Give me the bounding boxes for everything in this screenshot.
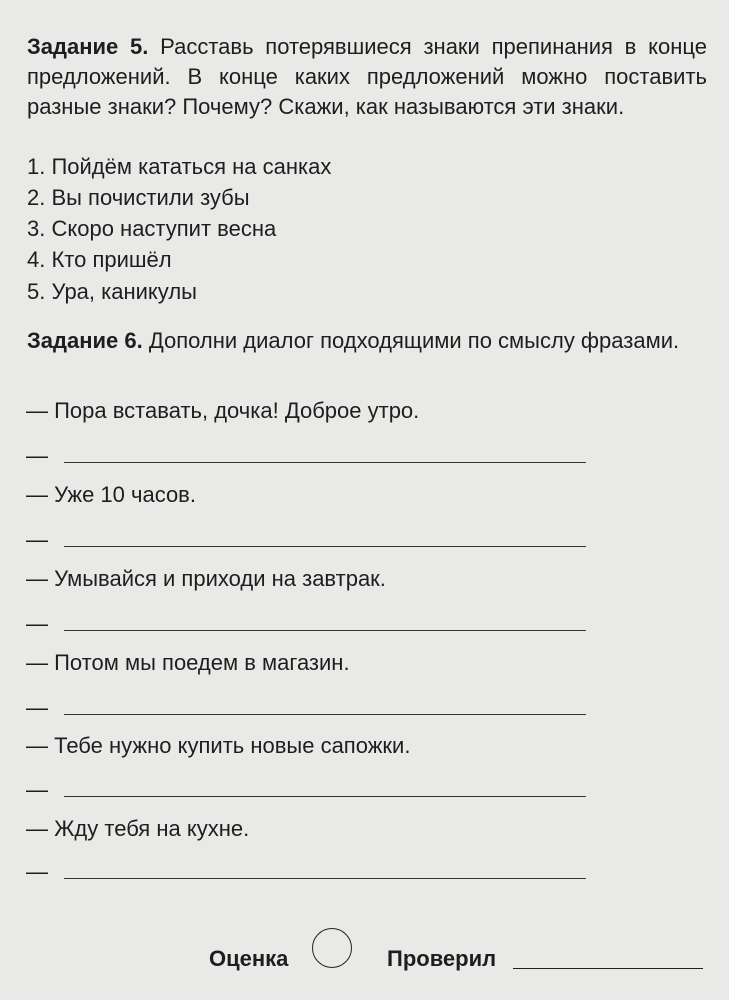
checked-by-label: Проверил <box>387 946 497 971</box>
task5-heading <box>27 32 707 122</box>
task6-heading <box>27 326 707 356</box>
dialog-line-5: — Тебе нужно купить новые сапожки. <box>26 733 411 758</box>
answer-line[interactable] <box>64 630 586 631</box>
answer-line[interactable] <box>64 546 586 547</box>
task5-item-1: 1. Пойдём кататься на санках <box>27 154 332 179</box>
task5-item-2: 2. Вы почистили зубы <box>27 185 250 210</box>
answer-dash: — <box>26 695 48 720</box>
task5-item-5: 5. Ура, каникулы <box>27 279 197 304</box>
answer-row-5[interactable] <box>26 775 586 805</box>
task6-label: Задание 6. <box>27 328 143 353</box>
grade-label: Оценка <box>209 946 289 971</box>
dialog-line-3: — Умывайся и приходи на завтрак. <box>26 566 386 591</box>
task5-item-3: 3. Скоро наступит весна <box>27 216 277 241</box>
grade-circle[interactable] <box>312 928 352 968</box>
answer-dash: — <box>26 611 48 636</box>
dialog-line-2: — Уже 10 часов. <box>26 482 196 507</box>
task6-instructions: Дополни диалог подходящими по смыслу фразами. <box>148 328 680 353</box>
answer-line[interactable] <box>64 462 586 463</box>
answer-line[interactable] <box>64 714 586 715</box>
task5-label: Задание 5. <box>27 34 149 59</box>
answer-dash: — <box>26 527 48 552</box>
answer-dash: — <box>26 443 48 468</box>
answer-dash: — <box>26 777 48 802</box>
answer-row-6[interactable] <box>26 857 586 887</box>
answer-row-4[interactable] <box>26 693 586 723</box>
answer-row-3[interactable] <box>26 609 586 639</box>
checked-by-line[interactable] <box>513 968 703 969</box>
dialog-line-1: — Пора вставать, дочка! Доброе утро. <box>26 398 420 423</box>
dialog-line-4: — Потом мы поедем в магазин. <box>26 650 350 675</box>
answer-dash: — <box>26 859 48 884</box>
dialog-line-6: — Жду тебя на кухне. <box>26 816 250 841</box>
answer-line[interactable] <box>64 796 586 797</box>
task5-item-4: 4. Кто пришёл <box>27 247 172 272</box>
answer-row-2[interactable] <box>26 525 586 555</box>
answer-line[interactable] <box>64 878 586 879</box>
task5-instructions: Расставь потерявшиеся знаки препинания в конце предложений. В конце каких предложений можно поставить разные знаки? Почему? Скажи, как называются эти знаки. <box>27 34 707 119</box>
answer-row-1[interactable] <box>26 441 586 471</box>
